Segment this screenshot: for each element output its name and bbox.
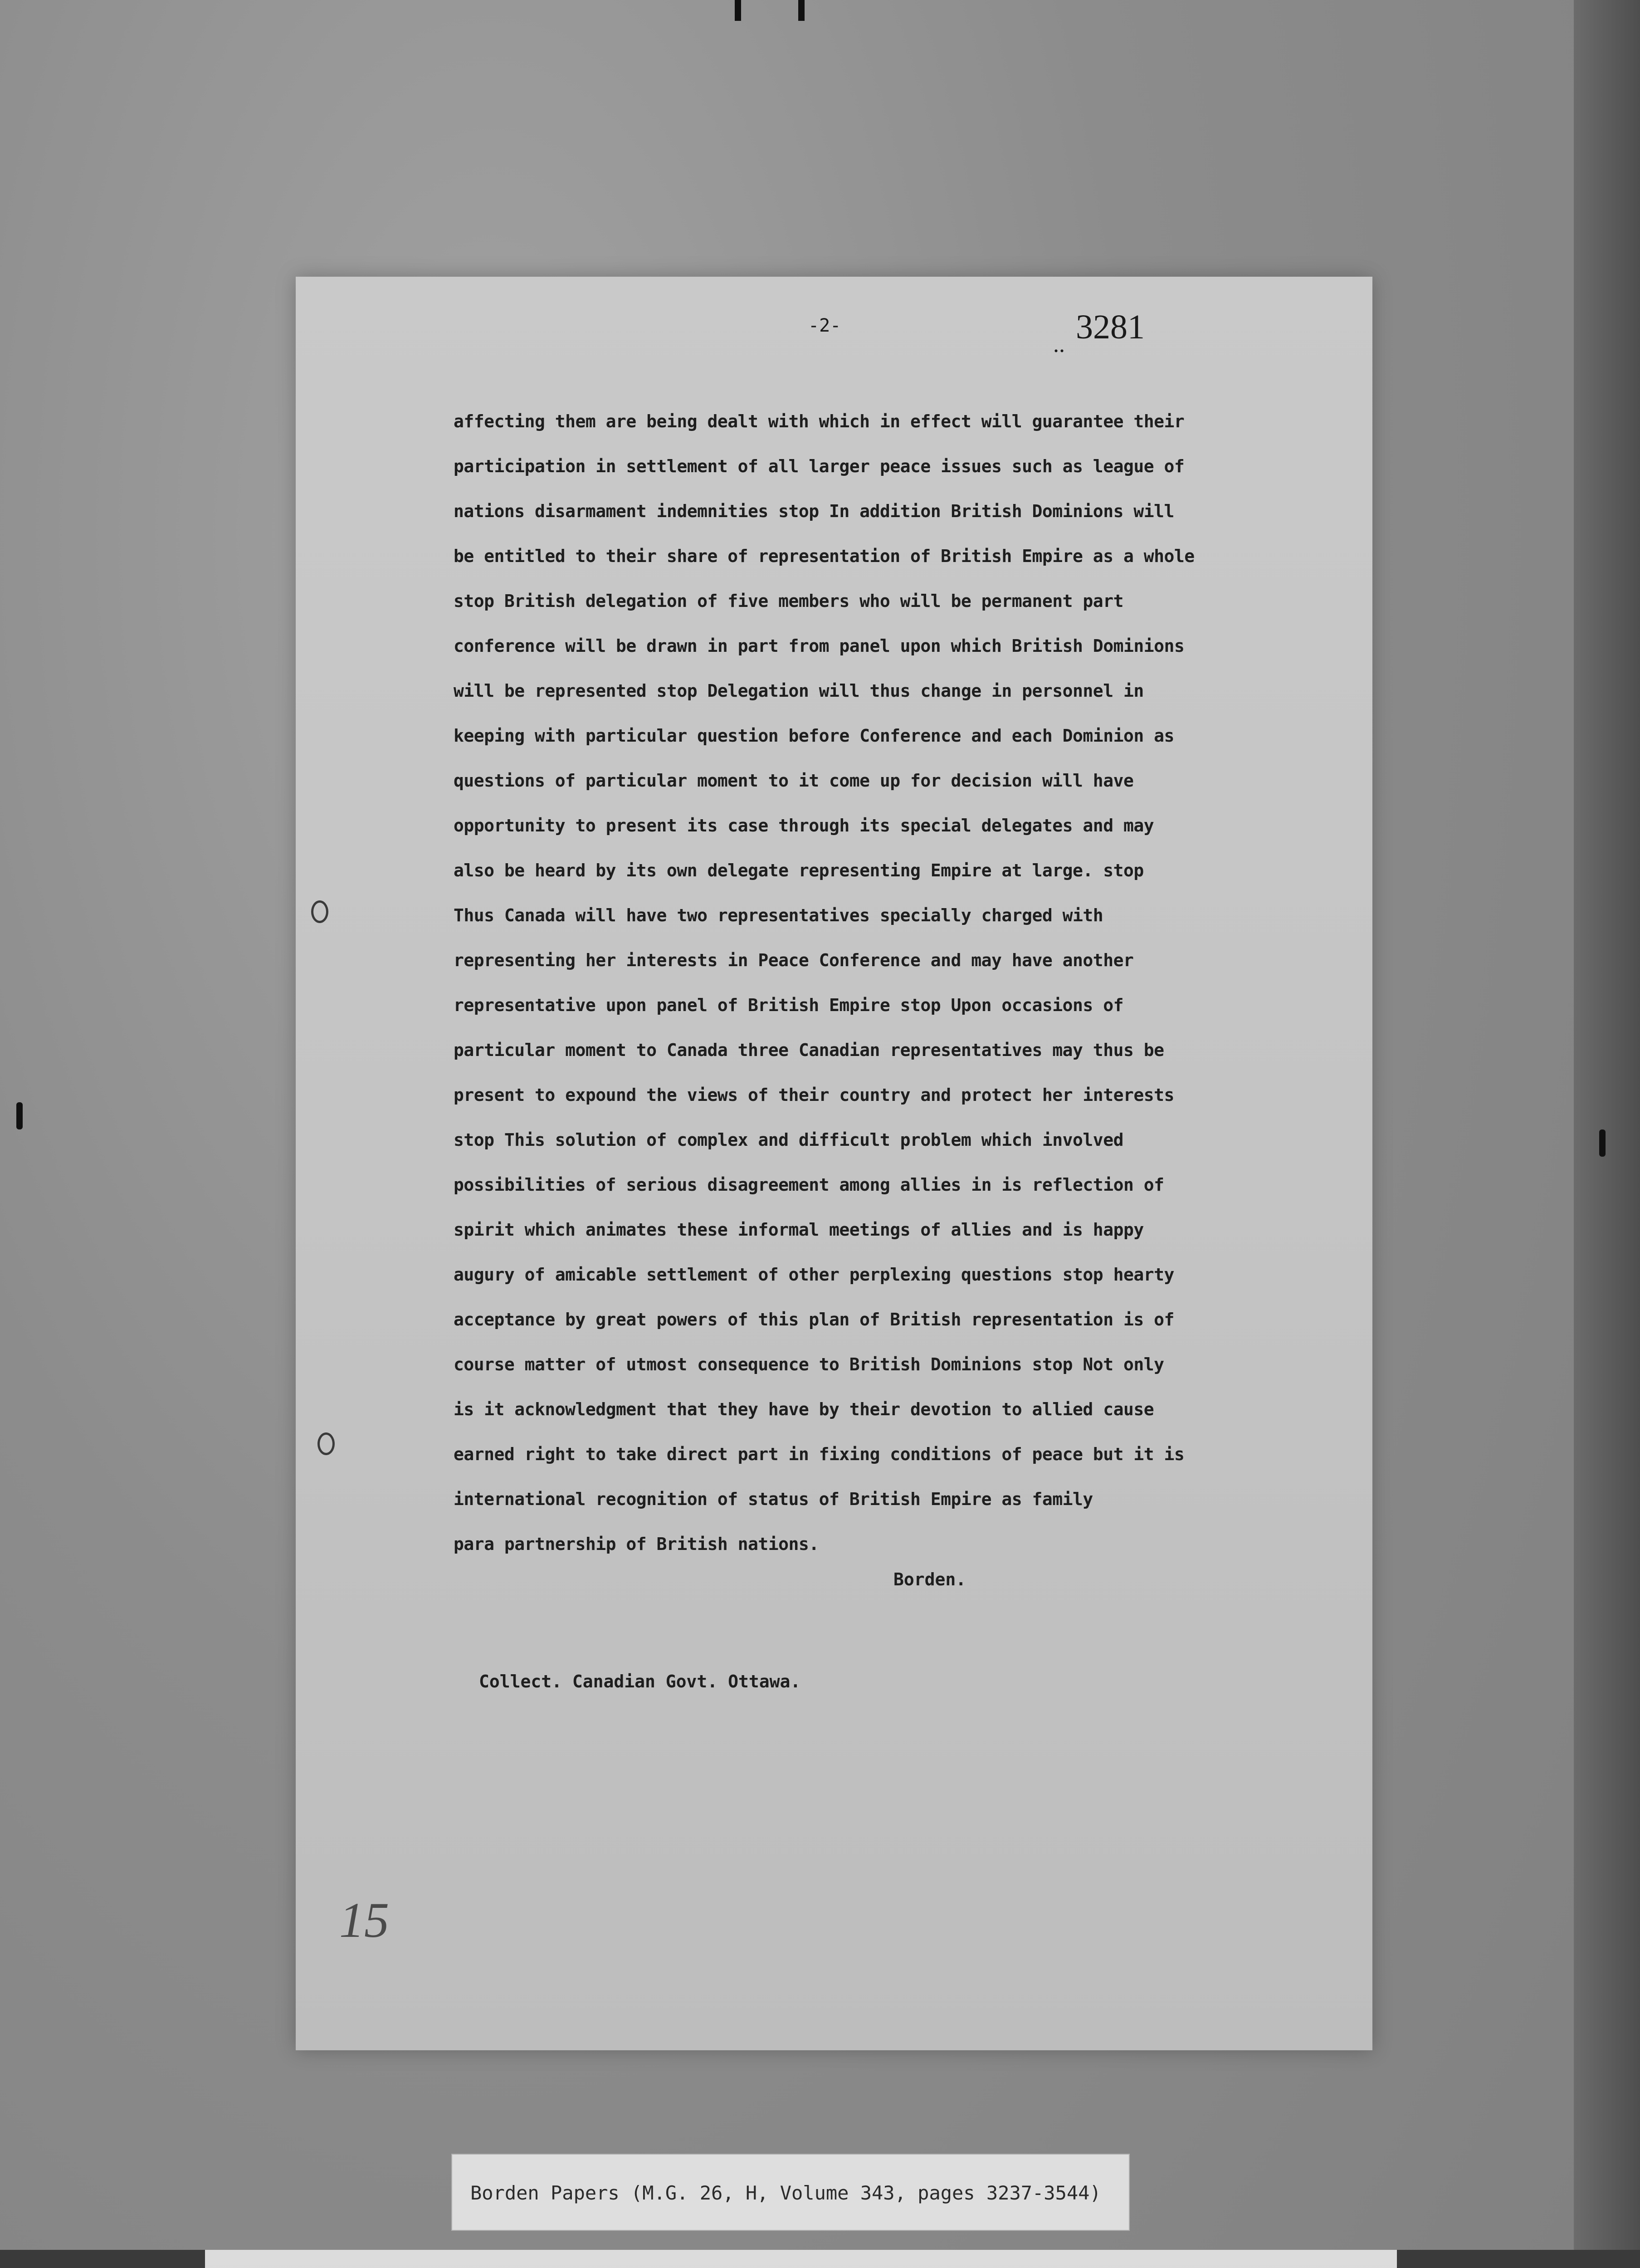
- letter-line: earned right to take direct part in fixing conditions of peace but it is: [454, 1444, 1185, 1464]
- letter-line: representative upon panel of British Empire stop Upon occasions of: [454, 995, 1123, 1015]
- pencil-mark: 15: [339, 1892, 389, 1948]
- archive-card: [205, 2250, 1397, 2268]
- letter-line: opportunity to present its case through its special delegates and may: [454, 816, 1154, 836]
- film-registration-mark: [798, 0, 805, 21]
- letter-line: augury of amicable settlement of other perplexing questions stop hearty: [454, 1265, 1174, 1285]
- letter-line: also be heard by its own delegate representing Empire at large. stop: [454, 860, 1144, 880]
- letter-line: be entitled to their share of representation of British Empire as a whole: [454, 546, 1195, 566]
- letter-line: conference will be drawn in part from panel upon which British Dominions: [454, 636, 1185, 656]
- signature: Borden.: [893, 1569, 966, 1589]
- folio-number: 3281: [1076, 308, 1145, 346]
- film-edge-mark: [16, 1102, 23, 1129]
- letter-line: para partnership of British nations.: [454, 1534, 819, 1554]
- reference-label: Borden Papers (M.G. 26, H, Volume 343, pages 3237-3544): [451, 2154, 1130, 2231]
- typewritten-page: [296, 277, 1372, 2050]
- collect-line: Collect. Canadian Govt. Ottawa.: [479, 1672, 801, 1691]
- letter-line: is it acknowledgment that they have by their devotion to allied cause: [454, 1399, 1154, 1419]
- letter-line: Thus Canada will have two representatives specially charged with: [454, 905, 1103, 925]
- punch-hole-icon: [317, 1432, 335, 1455]
- letter-line: possibilities of serious disagreement among allies in is reflection of: [454, 1175, 1164, 1195]
- letter-line: will be represented stop Delegation will thus change in personnel in: [454, 681, 1144, 701]
- letter-line: keeping with particular question before Conference and each Dominion as: [454, 726, 1174, 746]
- letter-line: participation in settlement of all larger peace issues such as league of: [454, 456, 1185, 476]
- film-edge-mark: [1599, 1129, 1606, 1157]
- folio-dots: ..: [1053, 332, 1065, 357]
- letter-line: present to expound the views of their country and protect her interests: [454, 1085, 1174, 1105]
- letter-line: questions of particular moment to it come up for decision will have: [454, 771, 1134, 791]
- letter-line: particular moment to Canada three Canadian representatives may thus be: [454, 1040, 1164, 1060]
- letter-body: [454, 399, 1315, 1567]
- film-registration-mark: [735, 0, 741, 21]
- film-edge-right: [1574, 0, 1640, 2268]
- letter-line: acceptance by great powers of this plan of British representation is of: [454, 1310, 1174, 1330]
- letter-line: representing her interests in Peace Conference and may have another: [454, 950, 1134, 970]
- letter-line: stop This solution of complex and difficult problem which involved: [454, 1130, 1123, 1150]
- letter-line: affecting them are being dealt with which in effect will guarantee their: [454, 411, 1185, 431]
- letter-line: international recognition of status of British Empire as family: [454, 1489, 1093, 1509]
- letter-line: stop British delegation of five members who will be permanent part: [454, 591, 1123, 611]
- letter-line: spirit which animates these informal meetings of allies and is happy: [454, 1220, 1144, 1240]
- punch-hole-icon: [311, 900, 328, 923]
- page-number: -2-: [808, 315, 841, 336]
- letter-line: nations disarmament indemnities stop In addition British Dominions will: [454, 501, 1174, 521]
- letter-line: course matter of utmost consequence to British Dominions stop Not only: [454, 1354, 1164, 1374]
